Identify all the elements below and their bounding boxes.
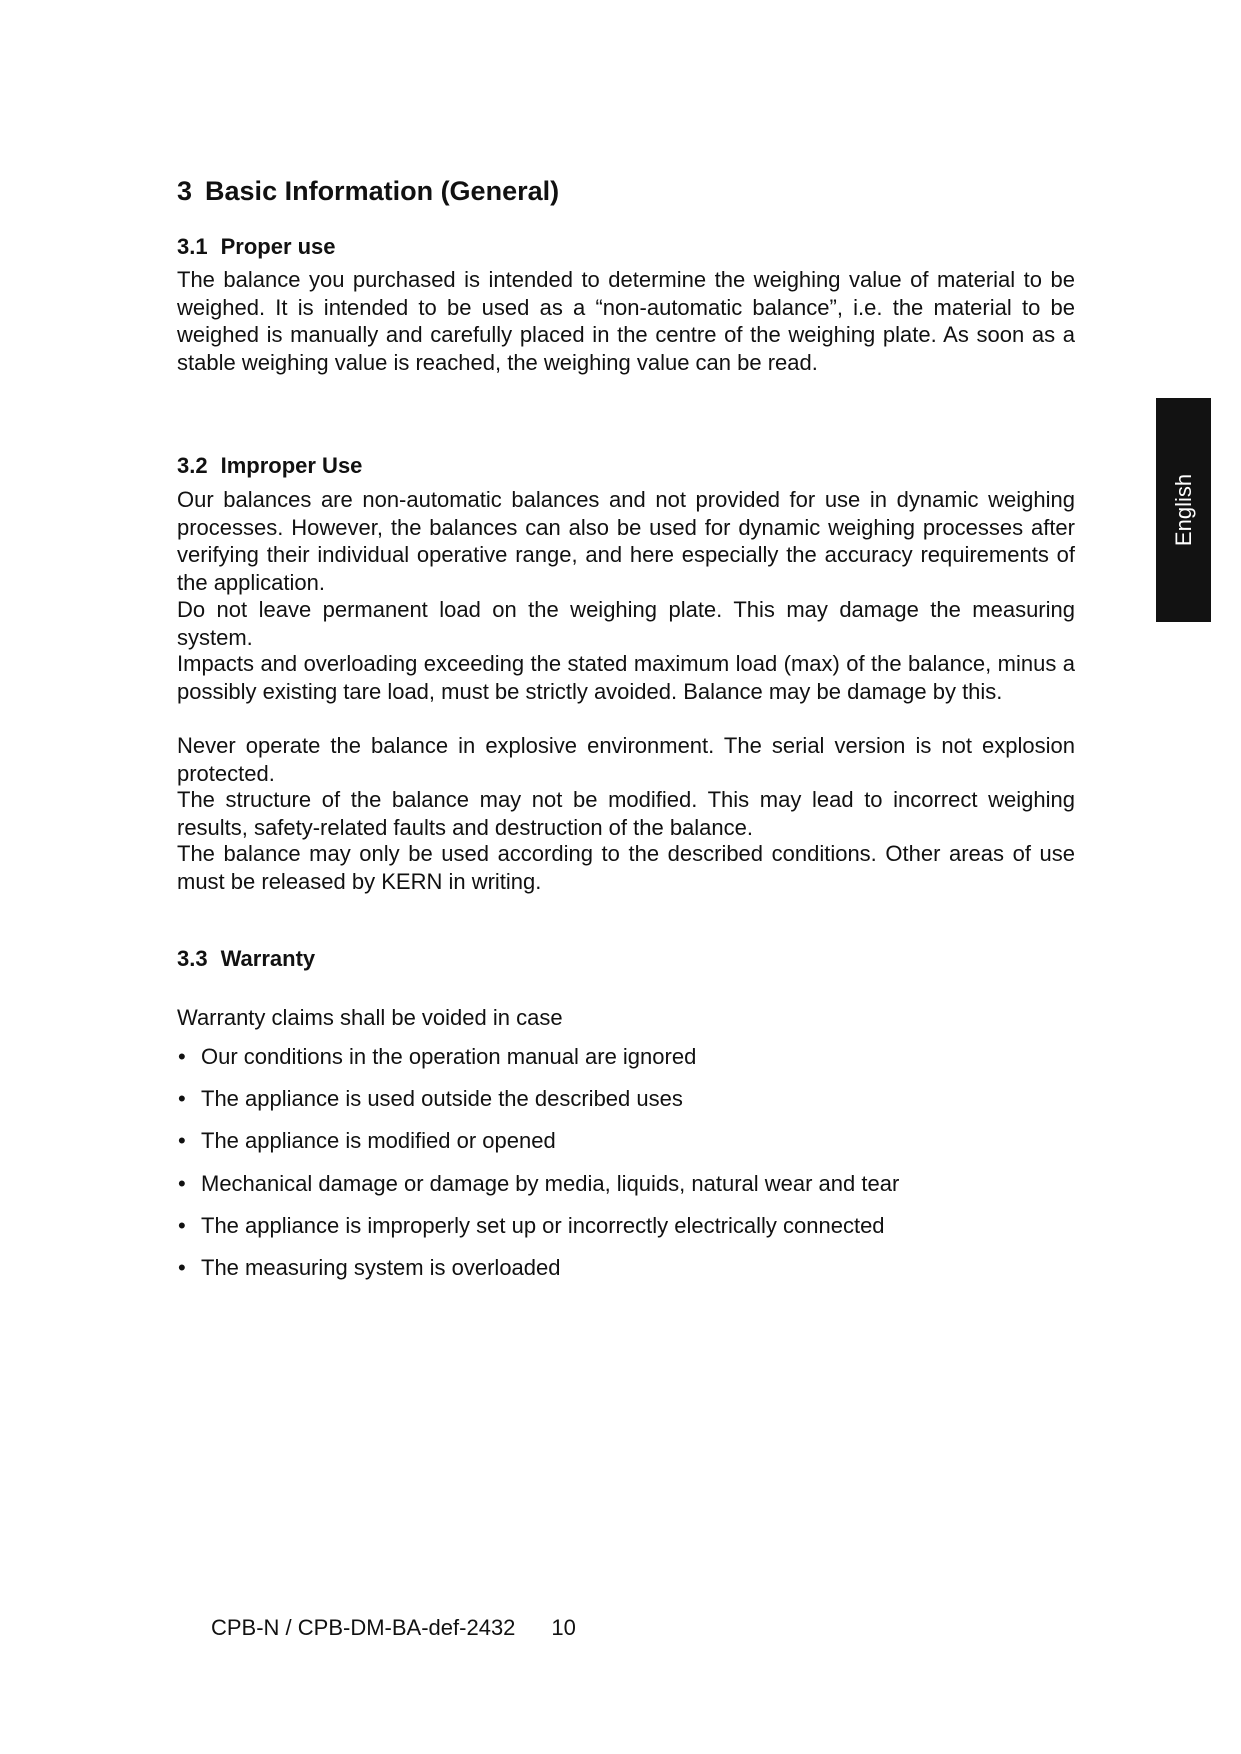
- proper-use-paragraph: The balance you purchased is intended to determine the weighing value of material to be weighed. It is intended to be used as a “non-automatic balance”, i.e. the material to be weighed is manually and carefully placed in the centre of the weighing plate. As soon as a stable weighing value is reached, the weighing value can be read.: [177, 267, 1075, 375]
- page-number: 10: [551, 1615, 576, 1640]
- section-number: 3.2: [177, 453, 208, 478]
- section-number: 3.1: [177, 234, 208, 259]
- document-code: CPB-N / CPB-DM-BA-def-2432: [211, 1615, 516, 1640]
- list-item: • The appliance is modified or opened: [177, 1127, 899, 1169]
- list-item: • The appliance is used outside the described uses: [177, 1085, 899, 1127]
- chapter-title: [177, 176, 559, 207]
- chapter-title-text: Basic Information (General): [205, 176, 560, 206]
- improper-use-paragraph-3: Impacts and overloading exceeding the stated maximum load (max) of the balance, minus a possibly existing tare load, must be strictly avoided. Balance may be damage by this.: [177, 651, 1075, 704]
- language-tab-label: English: [1170, 473, 1196, 547]
- section-title: Proper use: [220, 234, 336, 259]
- chapter-number: 3: [177, 176, 193, 206]
- language-tab: [1156, 398, 1211, 622]
- improper-use-paragraph-4: Never operate the balance in explosive environment. The serial version is not explosion protected.: [177, 733, 1075, 786]
- improper-use-paragraph-5: The structure of the balance may not be modified. This may lead to incorrect weighing results, safety-related faults and destruction of the balance.: [177, 787, 1075, 840]
- list-item: • Mechanical damage or damage by media, liquids, natural wear and tear: [177, 1170, 899, 1212]
- section-heading-improper-use: [177, 453, 362, 479]
- section-heading-warranty: [177, 946, 315, 972]
- section-title: Warranty: [220, 946, 316, 971]
- improper-use-paragraph-6: The balance may only be used according to the described conditions. Other areas of use must be released by KERN in writing.: [177, 841, 1075, 894]
- improper-use-paragraph-2: Do not leave permanent load on the weighing plate. This may damage the measuring system.: [177, 597, 1075, 650]
- warranty-bullet-list: [177, 1043, 899, 1296]
- list-item: • The appliance is improperly set up or incorrectly electrically connected: [177, 1212, 899, 1254]
- warranty-intro: Warranty claims shall be voided in case: [177, 1005, 563, 1030]
- section-heading-proper-use: [177, 234, 336, 260]
- section-number: 3.3: [177, 946, 208, 971]
- section-title: Improper Use: [220, 453, 363, 478]
- page-footer: [211, 1615, 576, 1641]
- list-item: • Our conditions in the operation manual are ignored: [177, 1043, 899, 1085]
- list-item: • The measuring system is overloaded: [177, 1254, 899, 1296]
- improper-use-paragraph-1: Our balances are non-automatic balances and not provided for use in dynamic weighing processes. However, the balances can also be used for dynamic weighing processes after verifying their individual operative range, and here especially the accuracy requirements of the application.: [177, 487, 1075, 595]
